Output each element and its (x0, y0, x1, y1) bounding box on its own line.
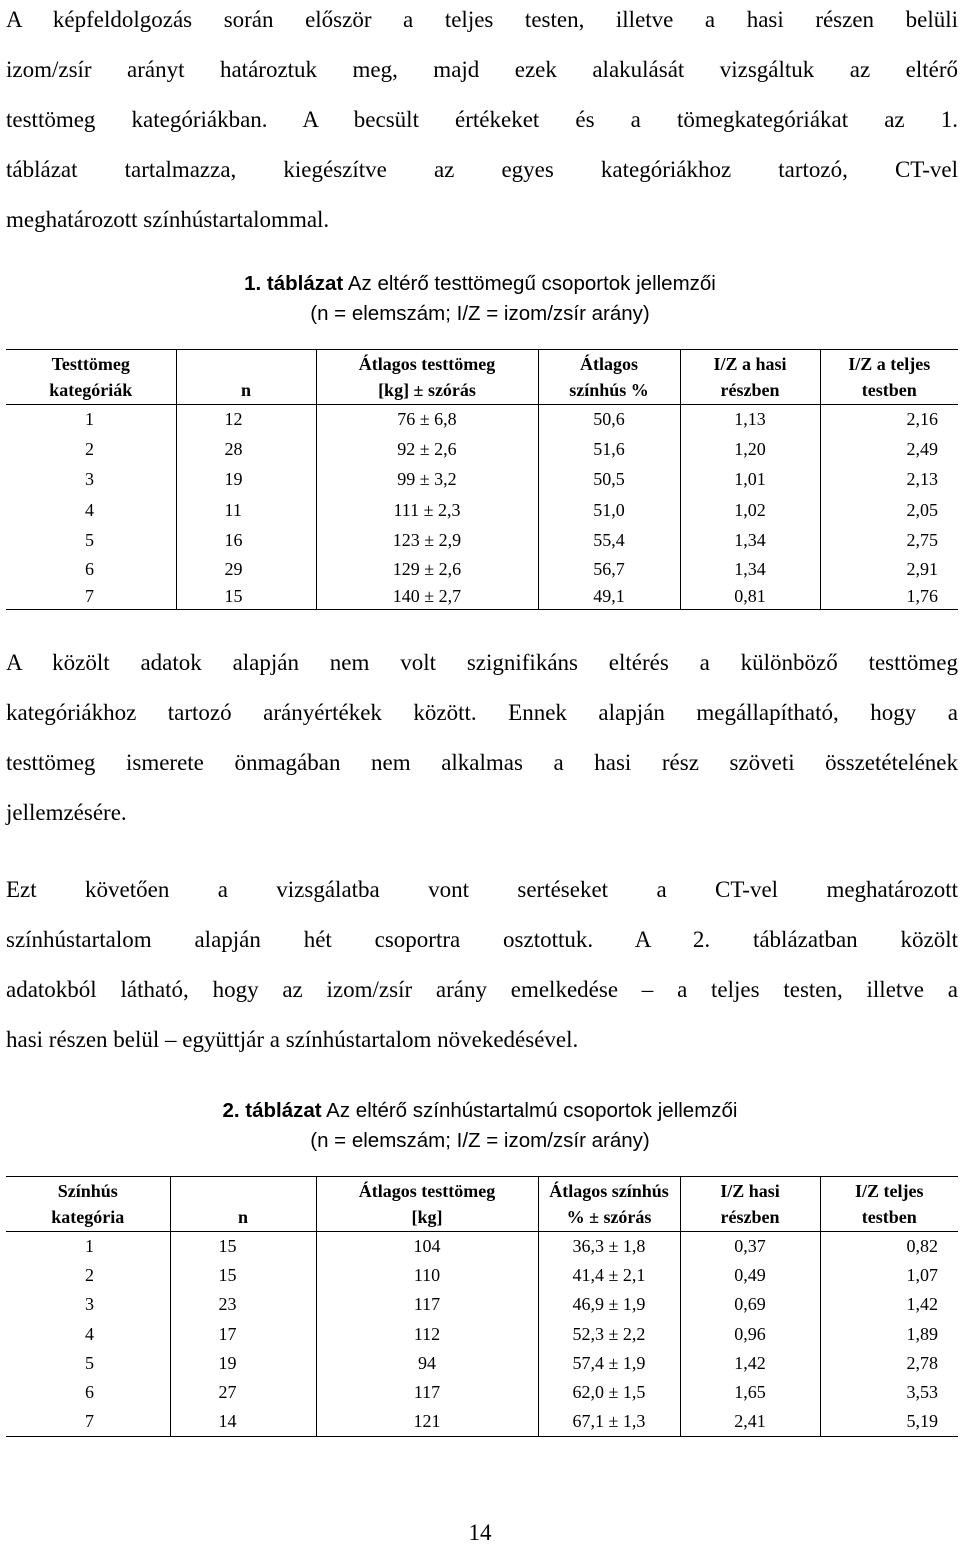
table2-header-text: testben (861, 1207, 917, 1227)
table2-header-text: n (237, 1207, 248, 1227)
table1-cell: 55,4 (538, 526, 680, 556)
table2-cell: 0,69 (680, 1290, 820, 1320)
table-row (6, 526, 958, 556)
table-row (6, 1232, 958, 1261)
table1-cell: 50,6 (538, 405, 680, 435)
table1-header-cell (538, 350, 680, 405)
table1-cell: 19 (176, 465, 316, 495)
table-row (6, 1408, 958, 1437)
table1-header-cell (680, 350, 820, 405)
table1-cell: 12 (176, 405, 316, 435)
table2-cell: 1,42 (680, 1349, 820, 1378)
table1-header-cell (316, 350, 538, 405)
table2-cell: 117 (316, 1290, 538, 1320)
table1-header-text: I/Z a teljes (848, 354, 931, 374)
table1 (6, 349, 958, 610)
table-row (6, 1349, 958, 1378)
table2-header-text: I/Z teljes (855, 1181, 924, 1201)
table2-cell: 110 (316, 1261, 538, 1290)
table1-cell: 56,7 (538, 556, 680, 584)
table-row (6, 1261, 958, 1290)
table2-header-text (171, 1178, 316, 1204)
table2-cell: 1,42 (820, 1290, 958, 1320)
table1-header-cell (820, 350, 958, 405)
table2-cell: 3 (85, 1294, 94, 1314)
table-row (6, 495, 958, 526)
table1-caption-title: Az eltérő testtömegű csoportok jellemzői (343, 272, 716, 295)
table1-cell: 2,91 (820, 556, 958, 584)
table1-cell: 3 (85, 469, 94, 489)
paragraph-intro (6, 0, 958, 245)
table1-cell: 1,34 (680, 556, 820, 584)
table2-cell: 15 (170, 1232, 316, 1261)
table1-cell: 1,34 (680, 526, 820, 556)
table1-header-text: kategóriák (49, 380, 133, 400)
table2-cell: 0,82 (820, 1232, 958, 1261)
table1-cell: 28 (176, 435, 316, 465)
table2-cell: 2 (85, 1264, 94, 1285)
table2-cell: 112 (316, 1320, 538, 1349)
table2-cell: 14 (170, 1408, 316, 1437)
page-number: 14 (468, 1520, 492, 1545)
table2-cell: 67,1 ± 1,3 (538, 1408, 680, 1437)
table2-header-cell (6, 1177, 170, 1232)
table2-cell: 46,9 ± 1,9 (538, 1290, 680, 1320)
table1-cell: 2,05 (820, 495, 958, 526)
table2-header-cell (170, 1177, 316, 1232)
table2-cell: 1,89 (820, 1320, 958, 1349)
text-line: testtömeg ismerete önmagában nem alkalmas a hasi rész szöveti összetételének (6, 750, 958, 775)
table-row (6, 556, 958, 584)
table2-header-text: I/Z hasi (720, 1181, 780, 1201)
table1-caption-subtitle: (n = elemszám; I/Z = izom/zsír arány) (310, 302, 650, 325)
table1-header-cell (176, 350, 316, 405)
table2-cell: 0,96 (680, 1320, 820, 1349)
table2-cell: 19 (170, 1349, 316, 1378)
table1-caption (0, 269, 960, 329)
table1-cell: 2,49 (820, 435, 958, 465)
table-row (6, 405, 958, 435)
text-line: adatokból látható, hogy az izom/zsír arány emelkedése – a teljes testen, illetve a (6, 977, 958, 1002)
table2-header-cell (538, 1177, 680, 1232)
text-line: Ezt követően a vizsgálatba vont sertéseket a CT-vel meghatározott (6, 877, 958, 902)
table1-cell: 111 ± 2,3 (316, 495, 538, 526)
table2-cell: 1,65 (680, 1378, 820, 1408)
table2-cell: 5,19 (820, 1408, 958, 1437)
text-line: A közölt adatok alapján nem volt szignifikáns eltérés a különböző testtömeg (6, 650, 958, 675)
table2-cell: 104 (316, 1232, 538, 1261)
table2-cell: 4 (85, 1323, 94, 1344)
table1-cell: 140 ± 2,7 (316, 584, 538, 610)
text-line: meghatározott színhústartalommal. (6, 207, 330, 232)
table1-header-text: [kg] ± szórás (378, 380, 476, 400)
table2-header-text: Átlagos színhús (549, 1181, 669, 1201)
table2-cell: 0,49 (680, 1261, 820, 1290)
table1-header-text: n (240, 380, 251, 400)
table2-cell: 1,07 (820, 1261, 958, 1290)
table1-caption-label: 1. táblázat (244, 272, 344, 295)
table2-cell: 36,3 ± 1,8 (538, 1232, 680, 1261)
table1-cell: 49,1 (538, 584, 680, 610)
table1-cell: 7 (85, 585, 94, 606)
table2-cell: 6 (85, 1382, 94, 1402)
table1-cell: 123 ± 2,9 (316, 526, 538, 556)
table2-body (6, 1232, 958, 1437)
text-line: A képfeldolgozás során először a teljes testen, illetve a hasi részen belüli (6, 7, 958, 32)
table2-header-text: Átlagos testtömeg (358, 1181, 496, 1201)
table1-header-row (6, 350, 958, 405)
table-row (6, 465, 958, 495)
table1-cell: 0,81 (680, 584, 820, 610)
table2-cell: 94 (316, 1349, 538, 1378)
table-row (6, 1290, 958, 1320)
text-line: kategóriákhoz tartozó arányértékek között. Ennek alapján megállapítható, hogy a (6, 700, 958, 725)
table2-cell: 15 (170, 1261, 316, 1290)
table1-cell: 1,02 (680, 495, 820, 526)
table2-cell: 7 (85, 1411, 94, 1432)
table1-cell: 129 ± 2,6 (316, 556, 538, 584)
table1-header-text: színhús % (569, 380, 649, 400)
table2-header-text: részben (720, 1207, 780, 1227)
table2-cell: 52,3 ± 2,2 (538, 1320, 680, 1349)
table1-cell: 50,5 (538, 465, 680, 495)
table1-cell: 6 (85, 559, 94, 579)
table2-cell: 5 (85, 1352, 94, 1373)
table2-cell: 27 (170, 1378, 316, 1408)
table1-body (6, 405, 958, 610)
text-line: hasi részen belül – együttjár a színhústartalom növekedésével. (6, 1027, 579, 1052)
table2-caption-label: 2. táblázat (222, 1099, 322, 1122)
table1-cell: 1,13 (680, 405, 820, 435)
text-line: izom/zsír arányt határoztuk meg, majd ezek alakulását vizsgáltuk az eltérő (6, 57, 958, 82)
table1-cell: 4 (85, 499, 94, 520)
table1-cell: 11 (176, 495, 316, 526)
table-row (6, 435, 958, 465)
table2-cell: 0,37 (680, 1232, 820, 1261)
table2-cell: 57,4 ± 1,9 (538, 1349, 680, 1378)
table1-cell: 2,16 (820, 405, 958, 435)
table1-cell: 51,6 (538, 435, 680, 465)
table2-header-cell (316, 1177, 538, 1232)
table2-cell: 2,78 (820, 1349, 958, 1378)
table2 (6, 1176, 958, 1437)
table2-header-text: [kg] (411, 1207, 443, 1227)
table1-cell: 29 (176, 556, 316, 584)
table1-cell: 2,75 (820, 526, 958, 556)
text-line: táblázat tartalmazza, kiegészítve az egyes kategóriákhoz tartozó, CT-vel (6, 157, 958, 182)
table1-cell: 1,20 (680, 435, 820, 465)
table2-cell: 121 (316, 1408, 538, 1437)
table1-cell: 2 (85, 439, 94, 459)
table1-header-text: Átlagos testtömeg (358, 354, 496, 374)
table1-cell: 92 ± 2,6 (316, 435, 538, 465)
text-line: színhústartalom alapján hét csoportra osztottuk. A 2. táblázatban közölt (6, 927, 958, 952)
table-row (6, 584, 958, 610)
table2-caption-title: Az eltérő színhústartalmú csoportok jellemzői (321, 1099, 738, 1122)
table1-header-text: I/Z a hasi (713, 354, 787, 374)
paragraph-groups (6, 865, 958, 1065)
table1-header-text: testben (861, 380, 917, 400)
table2-cell: 117 (316, 1378, 538, 1408)
table1-cell: 1,76 (820, 584, 958, 610)
table1-cell: 15 (176, 584, 316, 610)
table2-cell: 23 (170, 1290, 316, 1320)
table1-cell: 5 (85, 530, 94, 550)
table1-header-text (177, 351, 316, 377)
paragraph-results (6, 638, 958, 838)
table2-cell: 62,0 ± 1,5 (538, 1378, 680, 1408)
text-line: jellemzésére. (6, 800, 127, 825)
table1-header-text: Testtömeg (51, 354, 130, 374)
table1-header-text: Átlagos (580, 354, 638, 374)
table1-cell: 99 ± 3,2 (316, 465, 538, 495)
table1-cell: 1 (85, 409, 94, 430)
table2-header-row (6, 1177, 958, 1232)
table2-cell: 17 (170, 1320, 316, 1349)
table1-cell: 51,0 (538, 495, 680, 526)
table2-cell: 41,4 ± 2,1 (538, 1261, 680, 1290)
table1-header-text: részben (720, 380, 780, 400)
table-row (6, 1320, 958, 1349)
table2-header-text: Színhús (57, 1181, 118, 1201)
table2-header-text: % ± szórás (566, 1207, 652, 1227)
table2-cell: 3,53 (820, 1378, 958, 1408)
table1-cell: 76 ± 6,8 (316, 405, 538, 435)
table1-cell: 2,13 (820, 465, 958, 495)
table2-caption-subtitle: (n = elemszám; I/Z = izom/zsír arány) (310, 1129, 650, 1152)
table2-caption (0, 1096, 960, 1156)
table1-cell: 1,01 (680, 465, 820, 495)
table1-cell: 16 (176, 526, 316, 556)
table-row (6, 1378, 958, 1408)
table2-header-cell (820, 1177, 958, 1232)
table2-cell: 2,41 (680, 1408, 820, 1437)
table1-header-cell (6, 350, 176, 405)
table2-header-text: kategória (51, 1207, 125, 1227)
table2-header-cell (680, 1177, 820, 1232)
text-line: testtömeg kategóriákban. A becsült értékeket és a tömegkategóriákat az 1. (6, 107, 958, 132)
table2-cell: 1 (85, 1235, 94, 1256)
